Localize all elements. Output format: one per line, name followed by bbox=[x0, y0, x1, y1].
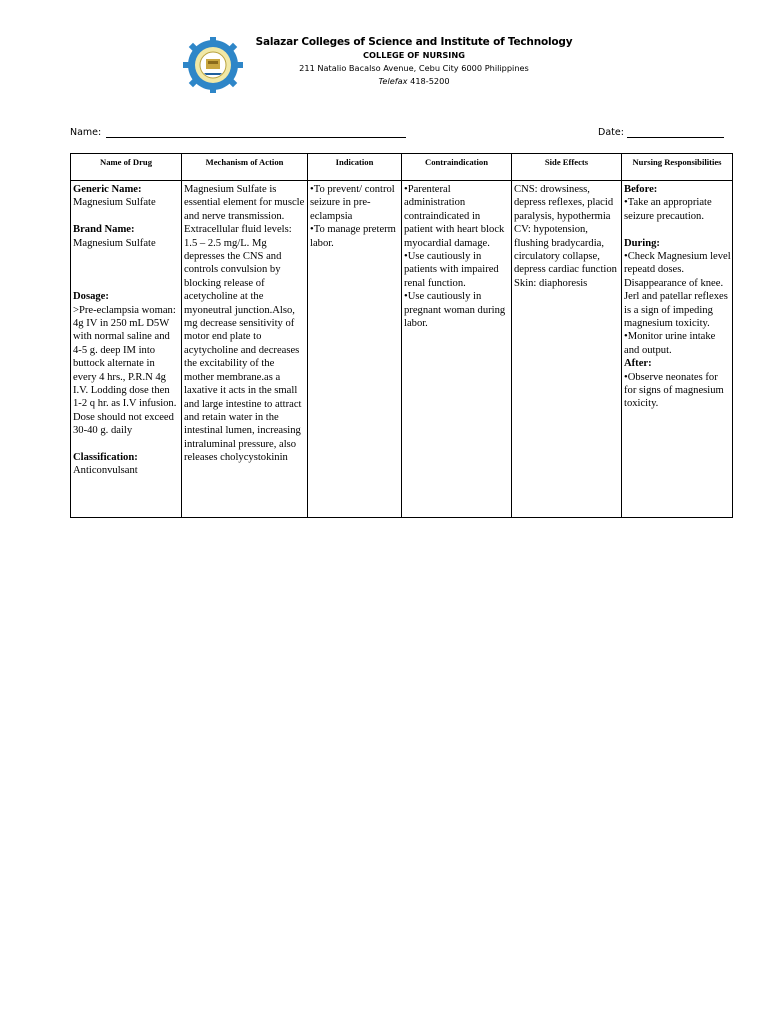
cell-nursing bbox=[622, 181, 733, 518]
telefax-label: Telefax bbox=[378, 76, 408, 86]
date-label: Date: bbox=[598, 127, 624, 138]
classification-label: Classification: bbox=[73, 452, 138, 464]
header-contraindication: Contraindication bbox=[402, 154, 512, 181]
during-label: During: bbox=[624, 237, 660, 249]
list-item: CNS: drowsiness, depress reflexes, placid paralysis, hypothermia bbox=[514, 184, 614, 222]
header-indication: Indication bbox=[308, 154, 402, 181]
name-label: Name: bbox=[70, 127, 102, 138]
cell-contraindication bbox=[402, 181, 512, 518]
header-side-effects: Side Effects bbox=[512, 154, 622, 181]
header-mechanism: Mechanism of Action bbox=[182, 154, 308, 181]
list-item: •Check Magnesium level repeatd doses. Disappearance of knee. Jerl and patellar reflexes is a sign of impeding magnesium toxicity. bbox=[624, 251, 731, 330]
school-seal-icon bbox=[180, 37, 246, 93]
table-header-row bbox=[71, 154, 733, 181]
college-name: COLLEGE OF NURSING bbox=[363, 50, 465, 60]
cell-mechanism bbox=[182, 181, 308, 518]
drug-study-table bbox=[70, 153, 733, 518]
after-label: After: bbox=[624, 358, 652, 370]
list-item: •Take an appropriate seizure precaution. bbox=[624, 197, 712, 222]
list-item: •To manage preterm labor. bbox=[310, 224, 396, 249]
before-label: Before: bbox=[624, 184, 658, 195]
name-field[interactable] bbox=[106, 137, 406, 138]
list-item: •Use cautiously in patients with impaired renal function. bbox=[404, 251, 499, 289]
date-field[interactable] bbox=[627, 137, 724, 138]
telefax-number: 418-5200 bbox=[410, 76, 450, 86]
generic-name-label: Generic Name: bbox=[73, 184, 142, 195]
dosage-label: Dosage: bbox=[73, 291, 109, 303]
brand-name: Magnesium Sulfate bbox=[73, 237, 156, 249]
list-item: •Use cautiously in pregnant woman during labor. bbox=[404, 291, 506, 330]
classification-text: Anticonvulsant bbox=[73, 465, 138, 477]
list-item: Skin: diaphoresis bbox=[514, 277, 588, 289]
header-name-of-drug: Name of Drug bbox=[71, 154, 182, 181]
list-item: •Monitor urine intake and output. bbox=[624, 331, 716, 356]
list-item: •Parenteral administration contraindicated in patient with heart block myocardial damage. bbox=[404, 184, 505, 249]
telefax bbox=[254, 76, 574, 86]
mechanism-text: Magnesium Sulfate is essential element for muscle and nerve transmission. Extracellular fluid levels: 1.5 – 2.5 mg/L. Mg depresses the CNS and controls convulsion by blocking release of acetycholine at the myoneutral junction.Also, mg decrease sensitivity of motor end plate to acytycholine and decreases the excitability of the mother membrane.as a laxative it acts in the small and large intestine to attract and retain water in the intestinal lumen, increasing intraluminal pressure, also releases cholycystokinin bbox=[184, 184, 305, 464]
dosage-text: >Pre-eclampsia woman: 4g IV in 250 mL D5W with normal saline and 4-5 g. deep IM into buttock alternate in every 4 hrs., P.R.N 4g I.V. Lodding dose then 1-2 q hr. as I.V infusion. Dose should not exceed 30-40 g. daily bbox=[73, 304, 177, 437]
cell-indication bbox=[308, 181, 402, 518]
list-item: •Observe neonates for for signs of magnesium toxicity. bbox=[624, 371, 724, 410]
header-nursing-responsibilities: Nursing Responsibilities bbox=[622, 154, 733, 181]
list-item: CV: hypotension, flushing bradycardia, circulatory collapse, depress cardiac function bbox=[514, 224, 617, 276]
school-address: 211 Natalio Bacalso Avenue, Cebu City 6000 Philippines bbox=[299, 63, 529, 73]
cell-drug-name bbox=[71, 181, 182, 518]
generic-name: Magnesium Sulfate bbox=[73, 197, 156, 209]
cell-side-effects bbox=[512, 181, 622, 518]
table-row bbox=[71, 181, 733, 518]
list-item: •To prevent/ control seizure in pre-eclampsia bbox=[310, 184, 395, 222]
brand-name-label: Brand Name: bbox=[73, 224, 135, 236]
school-name: Salazar Colleges of Science and Institute of Technology bbox=[255, 36, 573, 48]
